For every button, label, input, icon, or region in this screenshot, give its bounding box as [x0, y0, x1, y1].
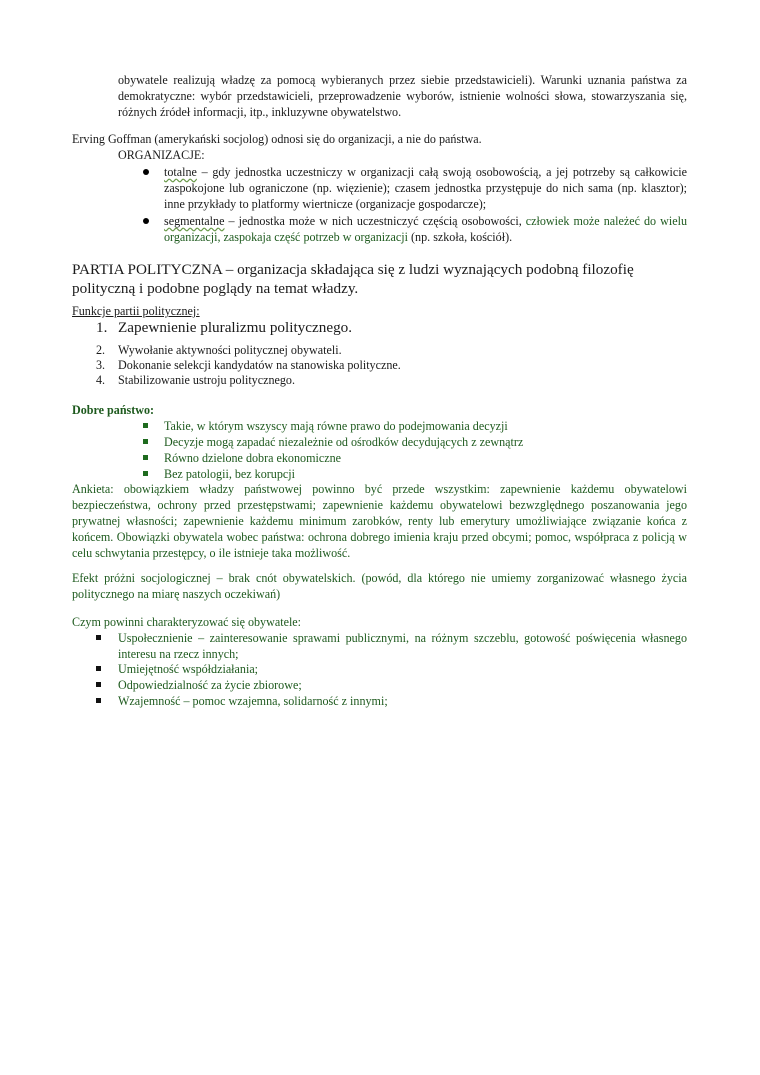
square-bullet-icon [143, 471, 148, 476]
square-bullet-icon [143, 455, 148, 460]
partia-heading: PARTIA POLITYCZNA – organizacja składająca się z ludzi wyznających podobną filozofię polityczną i podobne poglądy na temat władzy. [72, 261, 634, 297]
square-bullet-icon [96, 682, 101, 687]
square-bullet-icon [96, 635, 101, 640]
goffman-line: Erving Goffman (amerykański socjolog) odnosi się do organizacji, a nie do państwa. [72, 132, 482, 146]
organizacje-segmentalne: segmentalne – jednostka może w nich uczestniczyć częścią osobowości, człowiek może należeć do wielu organizacji, zaspokaja część potrzeb w organizacji (np. szkoła, kościół). [164, 214, 687, 244]
bullet-icon [143, 218, 149, 224]
dobre-panstwo-heading: Dobre państwo: [72, 403, 155, 417]
ankieta-paragraph: Ankieta: obowiązkiem władzy państwowej powinno być przede wszystkim: zapewnienie każdemu obywatelowi bezpieczeństwa, ochrony przed przestępstwami; zapewnienie każdemu obywatelowi bezwzględnego poszanowania jego prywatnej własności; zapewnienie każdemu minimum zarobków, renty lub emerytury umożliwiające związanie końca z końcem. Obowiązki obywatela wobec państwa: ochrona dobrego imienia kraju przed obcymi; pomoc, współpraca z policją w celu schwytania przestępcy, o ile istnieje taka możliwość. [72, 482, 687, 560]
funkcje-label: Funkcje partii politycznej: [72, 304, 200, 318]
square-bullet-icon [96, 666, 101, 671]
organizacje-heading: ORGANIZACJE: [118, 148, 205, 162]
term-segmentalne: segmentalne [164, 214, 225, 228]
efekt-paragraph: Efekt próżni socjologicznej – brak cnót obywatelskich. (powód, dla którego nie umiemy zorganizować własnego życia politycznego na miarę naszych oczekiwań) [72, 571, 687, 601]
square-bullet-icon [96, 698, 101, 703]
bullet-icon [143, 169, 149, 175]
obywatele-heading: Czym powinni charakteryzować się obywatele: [72, 615, 302, 629]
organizacje-totalne: totalne – gdy jednostka uczestniczy w organizacji całą swoją osobowością, a jej potrzeby są całkowicie zaspokojone lub ograniczone (np. więzienie); czasem jednostka przystępuje do nich sama (np. klasztor); inne przykłady to platformy wiertnicze (organizacje gospodarcze); [164, 165, 687, 211]
term-totalne: totalne [164, 165, 197, 179]
intro-paragraph: obywatele realizują władzę za pomocą wybieranych przez siebie przedstawicieli). Warunki uznania państwa za demokratyczne: wybór przedstawicieli, przeprowadzenie wyborów, istnienie wolności słowa, stowarzyszania się, różnych źródeł informacji, itp., inkluzywne obywatelstwo. [118, 73, 687, 119]
document-page: obywatele realizują władzę za pomocą wybieranych przez siebie przedstawicieli). Warunki uznania państwa za demokratyczne: wybór przedstawicieli, przeprowadzenie wyborów, istnienie wolności słowa, stowarzyszania się, różnych źródeł informacji, itp., inkluzywne obywatelstwo. Erving Goffman (amerykański socjolog) odnosi się do organizacji, a nie do państwa. ORGANIZACJE: totalne – gdy jednostka uczestniczy w organizacji całą swoją osobowością, a jej potrzeby są całkowicie zaspokojone lub ograniczone (np. więzienie); czasem jednostka przystępuje do nich sama (np. klasztor); inne przykłady to platformy wiertnicze (organizacje gospodarcze); segmentalne – jednostka może w nich uczestniczyć częścią osobowości, człowiek może należeć do wielu organizacji, zaspokaja część potrzeb w organizacji (np. szkoła, kościół). PARTIA POLITYCZNA – organizacja składająca się z ludzi wyznających podobną filozofię polityczną i podobne poglądy na temat władzy. Funkcje partii politycznej: 1. Zapewnienie pluralizmu politycznego. 2. Wywołanie aktywności politycznej obywateli. 3. Dokonanie selekcji kandydatów na stanowiska polityczne. 4. Stabilizowanie ustroju politycznego. Dobre państwo: Takie, w którym wszyscy mają równe prawo do podejmowania decyzji Decyzje mogą zapadać niezależnie od ośrodków decydujących z zewnątrz Równo dzielone dobra ekonomiczne Bez patologii, bez korupcji Ankieta: obowiązkiem władzy państwowej powinno być przede wszystkim: zapewnienie każdemu obywatelowi bezpieczeństwa, ochrony przed przestępstwami; zapewnienie każdemu obywatelowi bezwzględnego poszanowania jego prywatnej własności; zapewnienie każdemu minimum zarobków, renty lub emerytury umożliwiające związanie końca z końcem. Obowiązki obywatela wobec państwa: ochrona dobrego imienia kraju przed obcymi; pomoc, współpraca z policją w celu schwytania przestępcy, o ile istnieje taka możliwość. Efekt próżni socjologicznej – brak cnót obywatelskich. (powód, dla którego nie umiemy zorganizować własnego życia politycznego na miarę naszych oczekiwań) Czym powinni charakteryzować się obywatele: Uspołecznienie – zainteresowanie sprawami publicznymi, na różnym szczeblu, gotowość poświęcenia własnego interesu na rzecz innych; Umiejętność współdziałania; Odpowiedzialność za życie zbiorowe; Wzajemność – pomoc wzajemna, solidarność z innymi; [0, 0, 760, 1075]
square-bullet-icon [143, 423, 148, 428]
square-bullet-icon [143, 439, 148, 444]
